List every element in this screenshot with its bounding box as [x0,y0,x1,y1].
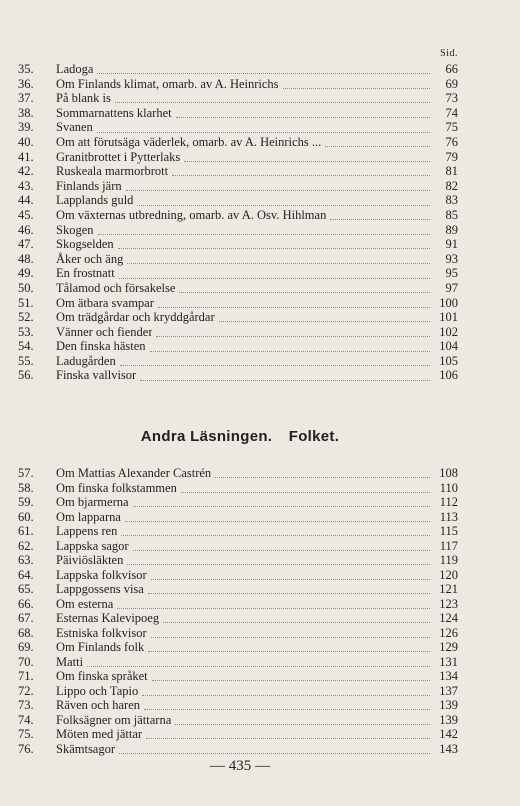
toc-entry-title: En frostnatt [56,266,115,281]
toc-entry [18,339,458,354]
toc-entry-number: 44. [18,193,34,208]
toc-entry [18,553,458,568]
toc-entry [18,698,458,713]
toc-entry-page: 121 [439,582,458,596]
toc-entry-page: 126 [439,625,458,640]
toc-entry-title: Lapplands guld [56,193,134,208]
toc-entry-leader [151,570,430,580]
page-column-label: Sid. [440,48,458,59]
toc-entry-number: 69. [18,640,34,654]
toc-entry-page: 79 [445,149,458,164]
toc-entry-leader [156,327,430,337]
toc-entry [18,742,458,757]
toc-entry-leader [150,342,430,352]
toc-entry-number: 47. [18,237,34,252]
toc-entry-page: 85 [445,207,458,222]
toc-entry-leader [144,700,430,710]
toc-entry-leader [115,93,430,103]
toc-entry-title: Lappgossens visa [56,582,144,596]
toc-entry-number: 73. [18,698,34,712]
toc-entry-number: 45. [18,207,34,222]
toc-entry [18,208,458,223]
toc-entry-title: Estniska folkvisor [56,625,147,640]
toc-entry [18,582,458,597]
toc-entry-page: 101 [439,310,458,325]
toc-entry-leader [181,483,430,493]
toc-entry-page: 119 [439,553,458,567]
toc-entry-number: 72. [18,683,34,698]
toc-entry [18,466,458,481]
toc-entry-number: 37. [18,91,34,106]
toc-entry-number: 56. [18,368,34,383]
toc-entry-title: Finska vallvisor [56,368,137,383]
toc-entry-title: Sommarnattens klarhet [56,105,172,120]
toc-entry-leader [118,239,430,249]
toc-entry-title: Om finska språket [56,669,148,683]
toc-entry-page: 69 [445,76,458,91]
toc-entry-number: 48. [18,251,34,266]
section-heading [0,428,480,445]
toc-entry [18,597,458,612]
toc-entry-leader [151,628,430,638]
toc-entry [18,510,458,525]
toc-entry-title: Granitbrottet i Pytterlaks [56,149,181,164]
toc-entry [18,62,458,77]
toc-entry-page: 89 [445,222,458,237]
toc-entry-page: 143 [439,741,458,756]
toc-entry [18,495,458,510]
toc-entry-leader [283,79,430,89]
toc-entry-number: 54. [18,339,34,354]
toc-entry-number: 46. [18,222,34,237]
toc-entry-page: 66 [445,62,458,76]
toc-entry [18,354,458,369]
toc-entry-title: Om finska folkstammen [56,480,177,495]
toc-entry-leader [133,541,430,551]
toc-entry-leader [176,108,430,118]
toc-entry-number: 58. [18,480,34,495]
toc-entry-leader [146,729,430,739]
toc-entry [18,481,458,496]
toc-entry-title: Om bjarmerna [56,495,129,509]
toc-entry-title: På blank is [56,91,111,106]
toc-entry-page: 91 [445,237,458,252]
toc-entry-page: 82 [445,178,458,193]
toc-entry [18,684,458,699]
toc-entry-leader [97,64,430,74]
toc-entry-page: 129 [439,640,458,654]
toc-entry-title: Om Finlands folk [56,640,145,654]
toc-entry-title: Möten med jättar [56,727,143,741]
toc-entry-title: Om att förutsäga väderlek, omarb. av A. Heinrichs ... [56,134,322,149]
toc-entry-title: Vänner och fiender [56,324,153,339]
toc-entry [18,296,458,311]
toc-entry [18,626,458,641]
toc-entry-leader [119,744,430,754]
toc-entry-leader [127,555,430,565]
toc-entry-page: 74 [445,105,458,120]
toc-entry-number: 74. [18,712,34,727]
toc-entry-page: 93 [445,251,458,266]
toc-entry-page: 112 [439,495,458,509]
toc-entry-page: 97 [445,280,458,295]
toc-entry-title: Om esterna [56,596,114,611]
toc-entry-page: 142 [439,727,458,741]
toc-entry-page: 102 [439,324,458,339]
toc-entry-number: 61. [18,524,34,538]
toc-entry-title: Ladugården [56,353,116,368]
toc-entry-page: 95 [445,266,458,281]
toc-entry-number: 55. [18,353,34,368]
toc-entry-number: 43. [18,178,34,193]
toc-entry-number: 67. [18,611,34,625]
toc-entry-leader [142,686,430,696]
toc-entry-leader [184,152,430,162]
toc-entry [18,524,458,539]
toc-entry-title: Om trädgårdar och kryddgårdar [56,310,215,325]
toc-entry [18,193,458,208]
toc-entry-page: 131 [439,654,458,669]
toc-entry-title: Esternas Kalevipoeg [56,611,160,625]
toc-entry-leader [179,283,430,293]
toc-entry-leader [87,657,430,667]
toc-entry-leader [133,497,430,507]
toc-entry-title: Finlands järn [56,178,122,193]
toc-entry-title: Lippo och Tapio [56,683,139,698]
toc-entry-title: Lappens ren [56,524,118,538]
toc-entry-number: 71. [18,669,34,683]
toc-entry-number: 64. [18,567,34,582]
section-heading-part1: Andra Läsningen. [140,428,273,445]
toc-section-1 [18,62,458,383]
toc-entry-title: Skogen [56,222,94,237]
toc-entry-title: Om Finlands klimat, omarb. av A. Heinrichs [56,76,279,91]
toc-entry-page: 100 [439,295,458,310]
toc-entry-title: Tålamod och försakelse [56,280,176,295]
toc-entry [18,539,458,554]
toc-entry-leader [152,671,430,681]
toc-entry-leader [137,196,430,206]
toc-entry-number: 36. [18,76,34,91]
toc-entry-number: 59. [18,495,34,509]
toc-entry [18,568,458,583]
toc-entry-page: 81 [445,164,458,179]
toc-entry-number: 51. [18,295,34,310]
toc-entry-number: 57. [18,466,34,480]
toc-entry-number: 68. [18,625,34,640]
toc-entry [18,368,458,383]
toc-entry-number: 39. [18,120,34,135]
toc-entry-page: 75 [445,120,458,135]
toc-entry-leader [172,166,430,176]
toc-entry-leader [219,312,430,322]
toc-entry-title: Ruskeala marmorbrott [56,164,169,179]
toc-entry-page: 104 [439,339,458,354]
toc-entry-number: 41. [18,149,34,164]
toc-entry-leader [140,371,430,381]
toc-entry-page: 137 [439,683,458,698]
toc-entry-title: Folksägner om jättarna [56,712,172,727]
toc-entry [18,640,458,655]
toc-entry-number: 60. [18,509,34,524]
toc-entry [18,120,458,135]
toc-entry-leader [120,356,430,366]
toc-entry-title: Om växternas utbredning, omarb. av A. Osv. Hihlman [56,207,327,222]
toc-entry-page: 115 [439,524,458,538]
toc-entry-page: 139 [439,712,458,727]
toc-entry-page: 124 [439,611,458,625]
toc-entry-title: Om ätbara svampar [56,295,154,310]
toc-entry-title: Den finska hästen [56,339,146,354]
toc-entry [18,325,458,340]
toc-entry-number: 66. [18,596,34,611]
toc-entry [18,77,458,92]
toc-entry-number: 75. [18,727,34,741]
toc-entry-number: 53. [18,324,34,339]
toc-entry-leader [330,210,430,220]
toc-entry [18,135,458,150]
toc-entry-page: 134 [439,669,458,683]
toc-entry-leader [158,298,430,308]
toc-entry-leader [175,715,430,725]
toc-entry [18,252,458,267]
toc-entry-leader [125,512,430,522]
toc-entry-page: 113 [439,509,458,524]
toc-entry-number: 38. [18,105,34,120]
toc-entry [18,310,458,325]
toc-entry [18,727,458,742]
toc-entry [18,237,458,252]
toc-entry-number: 62. [18,538,34,553]
toc-entry-leader [126,181,430,191]
toc-entry-leader [163,613,430,623]
toc-entry-title: Räven och haren [56,698,140,712]
toc-entry-title: Lappska sagor [56,538,129,553]
toc-entry-page: 108 [439,466,458,480]
toc-entry-leader [325,137,430,147]
toc-entry-leader [98,225,431,235]
toc-entry [18,164,458,179]
toc-entry [18,655,458,670]
toc-entry-page: 123 [439,596,458,611]
toc-entry-number: 49. [18,266,34,281]
toc-entry [18,106,458,121]
toc-entry-number: 40. [18,134,34,149]
toc-entry-title: Om lapparna [56,509,121,524]
toc-entry [18,91,458,106]
toc-entry-title: Skämtsagor [56,741,116,756]
toc-entry-leader [117,599,430,609]
toc-entry-title: Skogselden [56,237,114,252]
toc-entry [18,281,458,296]
toc-entry-page: 76 [445,134,458,149]
toc-entry [18,223,458,238]
toc-entry-number: 42. [18,164,34,179]
toc-entry-page: 105 [439,353,458,368]
toc-entry-page: 117 [439,538,458,553]
toc-entry [18,150,458,165]
page-number: — 435 — [210,758,270,774]
toc-section-2 [18,466,458,756]
toc-entry-title: Svanen [56,120,93,135]
toc-entry-leader [148,584,430,594]
toc-entry-number: 35. [18,62,34,76]
toc-entry [18,669,458,684]
toc-entry-number: 70. [18,654,34,669]
section-heading-part2: Folket. [288,428,340,445]
toc-entry-leader [121,526,430,536]
toc-entry [18,611,458,626]
toc-entry-title: Om Mattias Alexander Castrén [56,466,212,480]
toc-entry-number: 52. [18,310,34,325]
toc-entry-number: 63. [18,553,34,567]
toc-entry-number: 65. [18,582,34,596]
toc-entry-title: Ladoga [56,62,94,76]
toc-entry-leader [97,123,430,133]
toc-entry-page: 110 [439,480,458,495]
toc-entry-leader [148,642,430,652]
toc-entry-leader [127,254,430,264]
toc-entry-page: 83 [445,193,458,208]
toc-entry [18,179,458,194]
toc-entry-page: 120 [439,567,458,582]
toc-entry-title: Matti [56,654,84,669]
toc-entry-leader [215,468,430,478]
toc-entry-leader [119,269,430,279]
toc-entry-page: 73 [445,91,458,106]
toc-entry-number: 76. [18,741,34,756]
toc-entry-title: Päiviösläkten [56,553,124,567]
toc-entry-page: 139 [439,698,458,712]
toc-entry-title: Åker och äng [56,251,124,266]
toc-entry-number: 50. [18,280,34,295]
toc-entry [18,713,458,728]
toc-entry-title: Lappska folkvisor [56,567,147,582]
toc-entry [18,266,458,281]
toc-entry-page: 106 [439,368,458,383]
